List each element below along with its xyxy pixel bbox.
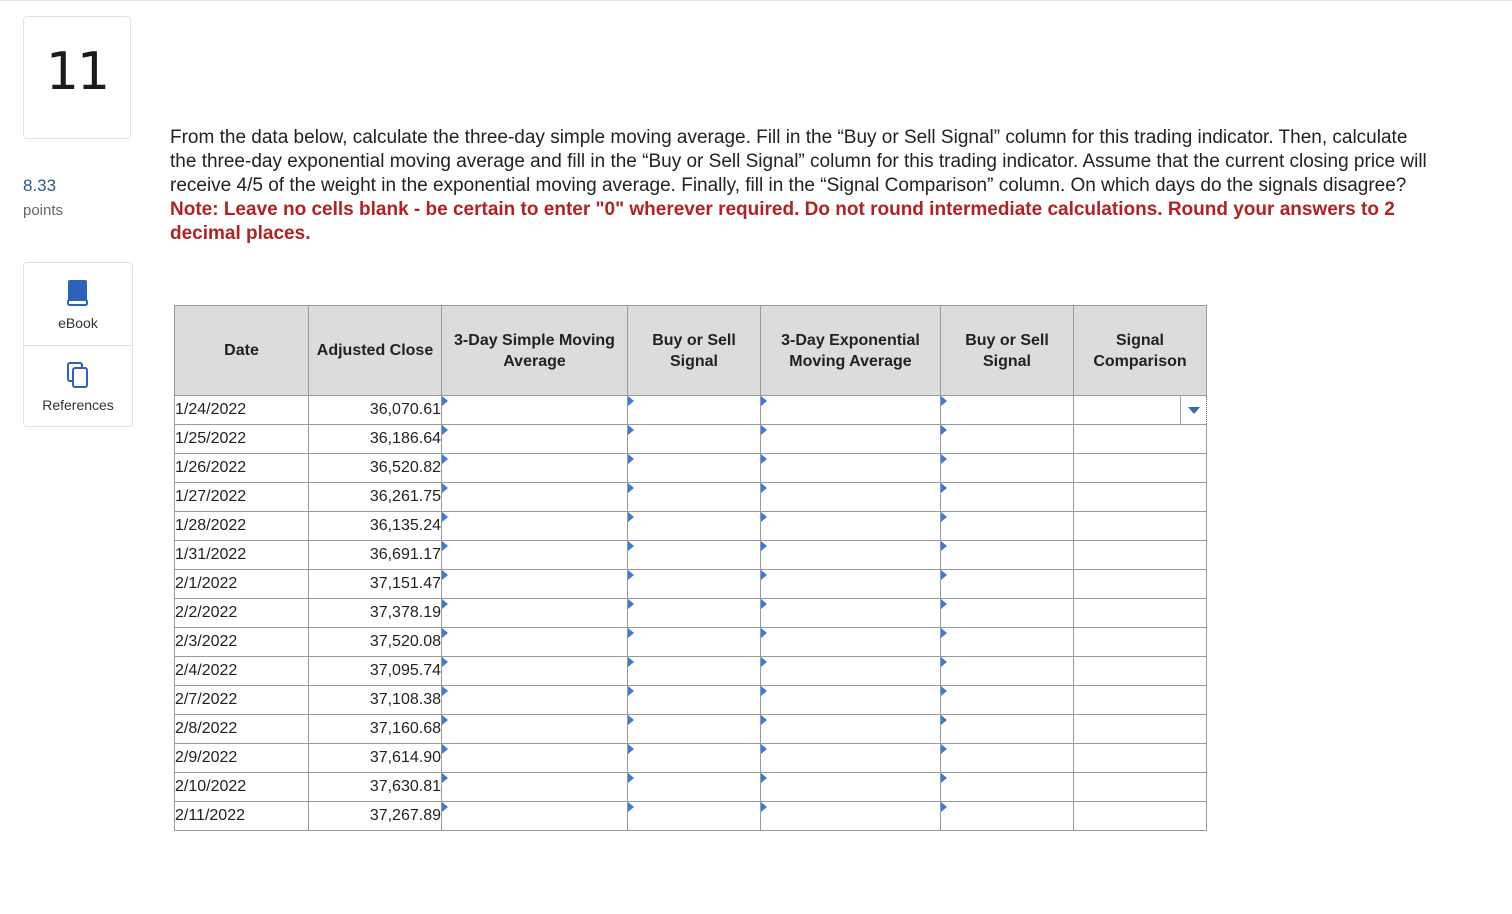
sma-input[interactable] [442,599,627,627]
ema-signal-input-cell [941,570,1074,599]
ema-input-cell [761,541,941,570]
ema-signal-input[interactable] [941,744,1073,772]
ema-input-cell [761,425,941,454]
adjusted-close-cell: 36,186.64 [309,425,442,454]
ema-input[interactable] [761,686,940,714]
adjusted-close-cell: 37,095.74 [309,657,442,686]
adjusted-close-cell: 37,108.38 [309,686,442,715]
sma-input-cell [442,454,628,483]
table-row [175,628,1207,657]
question-number: 11 [45,41,109,102]
ebook-icon [66,279,90,307]
adjusted-close-cell: 37,614.90 [309,744,442,773]
ema-input[interactable] [761,570,940,598]
adjusted-close-cell: 36,135.24 [309,512,442,541]
sidebar-divider [24,345,132,346]
table-row [175,396,1207,425]
date-cell: 2/11/2022 [175,802,309,831]
question-note: Note: Leave no cells blank - be certain to enter "0" wherever required. Do not round intermediate calculations. Round your answers to 2 decimal places. [170,199,1395,244]
sma-input-cell [442,425,628,454]
ema-signal-input[interactable] [941,628,1073,656]
date-cell: 1/26/2022 [175,454,309,483]
ema-signal-input-cell [941,715,1074,744]
ebook-label: eBook [58,315,98,331]
ema-input[interactable] [761,512,940,540]
sma-input-cell [442,744,628,773]
data-table [174,305,1207,831]
signal-comparison-select[interactable] [1074,541,1207,570]
signal-comparison-select[interactable] [1074,686,1207,715]
signal-comparison-select[interactable] [1074,744,1207,773]
date-cell: 1/31/2022 [175,541,309,570]
sma-input-cell [442,802,628,831]
sma-signal-input[interactable] [628,454,760,482]
adjusted-close-cell: 36,520.82 [309,454,442,483]
sma-input-cell [442,657,628,686]
table-row [175,599,1207,628]
adjusted-close-cell: 36,261.75 [309,483,442,512]
sma-signal-input-cell [628,773,761,802]
adjusted-close-cell: 36,691.17 [309,541,442,570]
sma-input[interactable] [442,773,627,801]
ema-input[interactable] [761,483,940,511]
sma-input[interactable] [442,657,627,685]
references-label: References [42,397,114,413]
ema-signal-input[interactable] [941,512,1073,540]
sma-signal-input-cell [628,512,761,541]
sma-input[interactable] [442,686,627,714]
ema-signal-input[interactable] [941,483,1073,511]
sma-signal-input[interactable] [628,512,760,540]
ema-input[interactable] [761,628,940,656]
sma-input[interactable] [442,802,627,830]
ema-input-cell [761,454,941,483]
date-cell: 1/25/2022 [175,425,309,454]
sma-input-cell [442,686,628,715]
sma-input[interactable] [442,483,627,511]
table-row [175,686,1207,715]
ema-input-cell [761,628,941,657]
ema-input[interactable] [761,396,940,424]
date-cell: 2/4/2022 [175,657,309,686]
sma-input[interactable] [442,744,627,772]
table-row [175,425,1207,454]
sma-input-cell [442,512,628,541]
ema-input-cell [761,657,941,686]
sma-input[interactable] [442,396,627,424]
sma-input[interactable] [442,715,627,743]
sma-signal-input-cell [628,483,761,512]
signal-comparison-select[interactable] [1074,570,1207,599]
signal-comparison-select[interactable] [1074,425,1207,454]
sma-signal-input[interactable] [628,570,760,598]
sma-signal-input-cell [628,802,761,831]
ema-signal-input[interactable] [941,773,1073,801]
sma-input[interactable] [442,628,627,656]
ema-input-cell [761,599,941,628]
ema-input[interactable] [761,802,940,830]
ema-signal-input-cell [941,512,1074,541]
signal-comparison-select[interactable] [1074,773,1207,802]
question-body [170,126,1430,246]
header-signal-comparison: Signal Comparison [1074,306,1207,396]
question-text: From the data below, calculate the three-day simple moving average. Fill in the “Buy or Sell Signal” column for this trading indicator. Then, calculate the three-day exponential moving average and fill in the “Buy or Sell Signal” column for this trading indicator. Assume that the current closing price will receive 4/5 of the weight in the exponential moving average. Finally, fill in the “Signal Comparison” column. On which days do the signals disagree? [170,127,1427,196]
chevron-down-icon[interactable] [1180,396,1206,424]
resources-panel [23,262,133,427]
ema-signal-input[interactable] [941,599,1073,627]
table-row [175,541,1207,570]
ema-input[interactable] [761,541,940,569]
sma-signal-input-cell [628,628,761,657]
table-row [175,512,1207,541]
signal-comparison-select[interactable] [1074,628,1207,657]
table-header-row [175,306,1207,396]
sma-signal-input[interactable] [628,773,760,801]
sma-input-cell [442,715,628,744]
sma-input-cell [442,570,628,599]
sma-signal-input-cell [628,425,761,454]
date-cell: 2/3/2022 [175,628,309,657]
sma-signal-input[interactable] [628,599,760,627]
sma-signal-input-cell [628,599,761,628]
question-number-box [23,16,131,139]
ema-signal-input[interactable] [941,686,1073,714]
table-row [175,773,1207,802]
adjusted-close-cell: 36,070.61 [309,396,442,425]
ema-signal-input-cell [941,541,1074,570]
ema-signal-input-cell [941,686,1074,715]
ema-signal-input[interactable] [941,396,1073,424]
ema-input-cell [761,570,941,599]
header-simple-moving-average: 3-Day Simple Moving Average [442,306,628,396]
points-value: 8.33 [23,176,57,195]
signal-comparison-select[interactable] [1074,396,1207,425]
references-button[interactable] [24,361,132,413]
ema-signal-input[interactable] [941,657,1073,685]
sma-signal-input[interactable] [628,686,760,714]
ema-signal-input-cell [941,773,1074,802]
sma-signal-input-cell [628,570,761,599]
ema-signal-input[interactable] [941,425,1073,453]
signal-comparison-select[interactable] [1074,715,1207,744]
top-divider [0,0,1512,1]
ema-signal-input-cell [941,483,1074,512]
ema-input-cell [761,802,941,831]
sma-input-cell [442,396,628,425]
adjusted-close-cell: 37,267.89 [309,802,442,831]
header-adjusted-close: Adjusted Close [309,306,442,396]
ema-signal-input[interactable] [941,802,1073,830]
adjusted-close-cell: 37,520.08 [309,628,442,657]
ema-signal-input[interactable] [941,715,1073,743]
date-cell: 2/1/2022 [175,570,309,599]
date-cell: 1/28/2022 [175,512,309,541]
sma-signal-input-cell [628,541,761,570]
table-row [175,715,1207,744]
signal-comparison-select[interactable] [1074,657,1207,686]
table-row [175,483,1207,512]
table-row [175,744,1207,773]
references-icon [66,361,90,389]
ema-signal-input-cell [941,744,1074,773]
sma-signal-input-cell [628,396,761,425]
ema-signal-input-cell [941,425,1074,454]
sma-input[interactable] [442,512,627,540]
adjusted-close-cell: 37,160.68 [309,715,442,744]
sma-input[interactable] [442,425,627,453]
sma-signal-input[interactable] [628,425,760,453]
points-label: points [23,202,64,219]
header-sma-signal: Buy or Sell Signal [628,306,761,396]
table-row [175,454,1207,483]
ema-signal-input[interactable] [941,541,1073,569]
ema-signal-input-cell [941,657,1074,686]
sma-signal-input-cell [628,686,761,715]
ema-input[interactable] [761,657,940,685]
ema-input-cell [761,686,941,715]
date-cell: 1/24/2022 [175,396,309,425]
date-cell: 2/8/2022 [175,715,309,744]
ema-signal-input[interactable] [941,454,1073,482]
ema-input[interactable] [761,425,940,453]
ema-signal-input-cell [941,599,1074,628]
sma-signal-input-cell [628,657,761,686]
sma-input-cell [442,628,628,657]
sma-signal-input[interactable] [628,628,760,656]
ema-input[interactable] [761,744,940,772]
ema-signal-input[interactable] [941,570,1073,598]
signal-comparison-select[interactable] [1074,483,1207,512]
sma-input-cell [442,599,628,628]
signal-comparison-select[interactable] [1074,599,1207,628]
date-cell: 1/27/2022 [175,483,309,512]
ema-input-cell [761,715,941,744]
adjusted-close-cell: 37,630.81 [309,773,442,802]
ema-input-cell [761,396,941,425]
date-cell: 2/9/2022 [175,744,309,773]
ebook-button[interactable] [24,279,132,331]
sma-input-cell [442,541,628,570]
sma-signal-input-cell [628,454,761,483]
date-cell: 2/7/2022 [175,686,309,715]
sma-signal-input[interactable] [628,802,760,830]
ema-input[interactable] [761,773,940,801]
ema-signal-input-cell [941,628,1074,657]
ema-input-cell [761,483,941,512]
ema-input[interactable] [761,715,940,743]
adjusted-close-cell: 37,151.47 [309,570,442,599]
signal-comparison-select[interactable] [1074,454,1207,483]
ema-signal-input-cell [941,396,1074,425]
table-row [175,657,1207,686]
ema-signal-input-cell [941,454,1074,483]
sma-input-cell [442,483,628,512]
header-date: Date [175,306,309,396]
sma-signal-input[interactable] [628,715,760,743]
sma-signal-input[interactable] [628,396,760,424]
ema-input[interactable] [761,599,940,627]
sma-signal-input[interactable] [628,483,760,511]
signal-comparison-select[interactable] [1074,512,1207,541]
adjusted-close-cell: 37,378.19 [309,599,442,628]
sma-signal-input[interactable] [628,541,760,569]
table-row [175,570,1207,599]
sma-input-cell [442,773,628,802]
sma-signal-input[interactable] [628,744,760,772]
ema-input[interactable] [761,454,940,482]
table-row [175,802,1207,831]
ema-input-cell [761,744,941,773]
sma-input[interactable] [442,541,627,569]
ema-input-cell [761,773,941,802]
header-exponential-moving-average: 3-Day Exponential Moving Average [761,306,941,396]
signal-comparison-select[interactable] [1074,802,1207,831]
sma-input[interactable] [442,454,627,482]
date-cell: 2/10/2022 [175,773,309,802]
ema-input-cell [761,512,941,541]
ema-signal-input-cell [941,802,1074,831]
sma-signal-input-cell [628,715,761,744]
sma-signal-input[interactable] [628,657,760,685]
sma-input[interactable] [442,570,627,598]
date-cell: 2/2/2022 [175,599,309,628]
sma-signal-input-cell [628,744,761,773]
header-ema-signal: Buy or Sell Signal [941,306,1074,396]
